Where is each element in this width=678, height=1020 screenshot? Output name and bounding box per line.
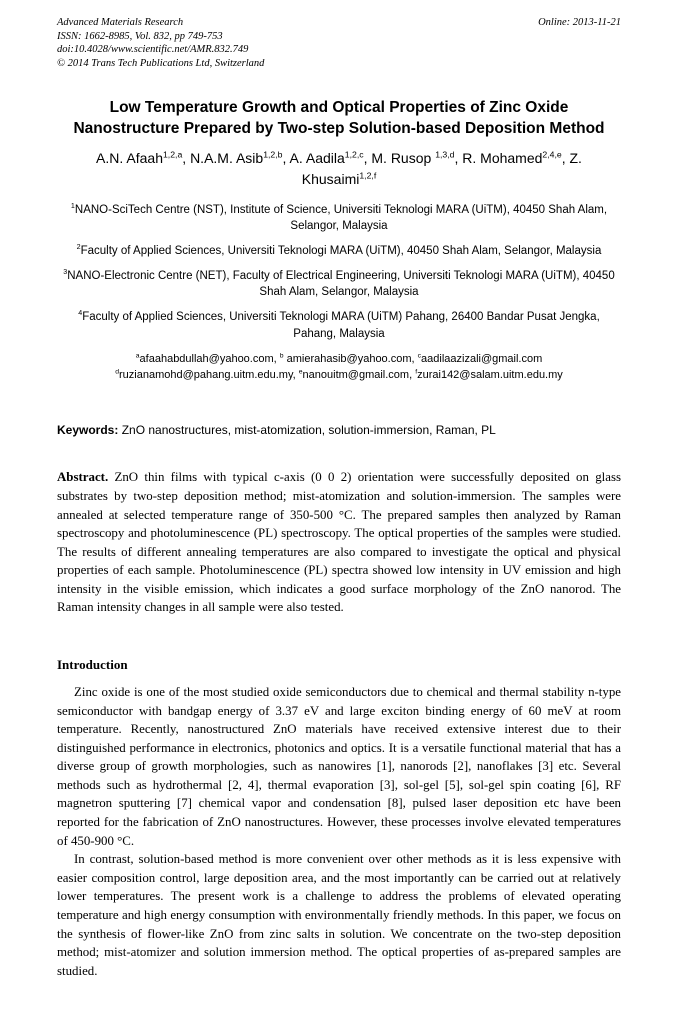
author: M. Rusop $^{1,3,d}$, — [371, 149, 463, 166]
affiliation: $^2$Faculty of Applied Sciences, Universiti Teknologi MARA (UiTM), 40450 Shah Alam, Selangor, Malaysia — [76, 243, 602, 258]
keywords-line — [57, 422, 621, 439]
journal-name: Advanced Materials Research — [57, 17, 184, 28]
author: A. Aadila$^{1,2,c}$, — [289, 149, 372, 166]
author: Z. Khusaimi$^{1,2,f}$ — [301, 149, 582, 187]
doi-line: doi:10.4028/www.scientific.net/AMR.832.749 — [57, 44, 249, 56]
author: A.N. Afaah$^{1,2,a}$, — [96, 149, 191, 166]
author: R. Mohamed$^{2,4,e}$, — [462, 149, 570, 166]
online-date: Online: 2013-11-21 — [538, 17, 621, 28]
keywords-label: Keywords: — [57, 422, 119, 437]
author-affiliation-marks: 2,4,e — [542, 149, 562, 160]
affiliation: $^1$NANO-SciTech Centre (NST), Institute of Science, Universiti Teknologi MARA (UiTM), 40450 Shah Alam, Selangor, Malaysia — [70, 202, 608, 233]
author-affiliation-marks: 1,2,f — [359, 170, 377, 181]
email-address: $^c$aadilaazizali@gmail.com — [417, 351, 543, 365]
section-heading-introduction: Introduction — [57, 657, 128, 673]
email-address: $^f$zurai142@salam.uitm.edu.my — [415, 368, 563, 382]
abstract-label: Abstract. — [57, 470, 109, 485]
introduction-paragraph-1: Zinc oxide is one of the most studied oxide semiconductors due to chemical and thermal stability n-type semiconductor with bandgap energy of 3.37 eV and large exciton binding energy of 60 meV at room temperature. Recently, nanostructured ZnO materials have received extensive interest due to their distinguished performance in electronics, photonics and optics. It is a versatile functional material that has a diverse group of growth morphologies, such as nanowires [1], nanorods [2], nanoflakes [3] etc. Several methods such as hydrothermal [2, 4], thermal evaporation [3], sol-gel [5], sol-gel spin coating [6], RF magnetron sputtering [7] chemical vapor and condensation [8], pulsed laser deposition etc have been reported for the fabrication of ZnO nanostructures. However, these processes involve elevated temperatures of 450-900 °C. — [57, 685, 621, 848]
paper-title: Low Temperature Growth and Optical Properties of Zinc Oxide Nanostructure Prepared by Two-step Solution-based Deposition Method — [73, 98, 605, 138]
affiliation: $^3$NANO-Electronic Centre (NET), Faculty of Electrical Engineering, Universiti Teknologi MARA (UiTM), 40450 Shah Alam, Selangor, Malaysia — [63, 268, 615, 299]
affiliation-number: 2 — [76, 243, 81, 252]
abstract-text: ZnO thin films with typical c-axis (0 0 2) orientation were successfully deposited on glass substrates by two-step deposition method; mist-atomization and solution-immersion. The samples were annealed at selected temperature range of 350-500 °C. The prepared samples then analyzed by Raman spectroscopy and photoluminescence (PL) spectroscopy. The optical properties of the samples were studied. The results of different annealing temperatures are also compared to investigate the optical and physical properties of each sample. Photoluminescence (PL) spectra showed low intensity in UV emission and high intensity in the visible emission, which indicates a good surface morphology of the ZnO nanorod. The Raman intensity changes in all sample were also tested. — [57, 470, 621, 615]
emails-line-1 — [57, 351, 621, 384]
author-affiliation-marks: 1,2,c — [344, 149, 364, 160]
author-affiliation-marks: 1,2,a — [162, 149, 183, 160]
email-address: $^a$afaahabdullah@yahoo.com, — [135, 351, 280, 365]
introduction-paragraph-2: In contrast, solution-based method is more convenient over other methods as it is less expensive with easier composition control, large deposition area, and the most importantly can be carried out at relatively lower temperatures. The present work is a challenge to address the problems of elevated operating temperature and high energy consumption with environmentally friendly methods. In this paper, we focus on the synthesis of flower-like ZnO from zinc salts in solution. We concentrate on the two-step deposition method; mist-atomizer and solution immersion method. The optical properties of as-prepared samples are studied. — [57, 852, 621, 978]
publication-header — [57, 16, 621, 71]
copyright-line: © 2014 Trans Tech Publications Ltd, Switzerland — [57, 57, 265, 69]
authors-line — [57, 148, 621, 190]
email-address: $^b$ amierahasib@yahoo.com, — [279, 351, 418, 365]
keywords-text: ZnO nanostructures, mist-atomization, solution-immersion, Raman, PL — [118, 422, 496, 437]
author-affiliation-marks: 1,2,b — [263, 149, 283, 160]
email-address: $^d$ruzianamohd@pahang.uitm.edu.my, — [115, 368, 299, 382]
author-affiliation-marks: 1,3,d — [435, 149, 455, 160]
issn-line: ISSN: 1662-8985, Vol. 832, pp 749-753 — [57, 30, 223, 42]
email-address: $^e$nanouitm@gmail.com, — [298, 368, 416, 382]
affiliation: $^4$Faculty of Applied Sciences, Universiti Teknologi MARA (UiTM) Pahang, 26400 Bandar Pusat Jengka, Pahang, Malaysia — [78, 309, 600, 340]
affiliation-number: 4 — [78, 309, 83, 318]
affiliation-number: 3 — [63, 268, 68, 277]
author: N.A.M. Asib$^{1,2,b}$, — [190, 149, 290, 166]
publication-info — [57, 16, 264, 71]
affiliation-number: 1 — [70, 202, 75, 211]
abstract — [57, 468, 621, 617]
